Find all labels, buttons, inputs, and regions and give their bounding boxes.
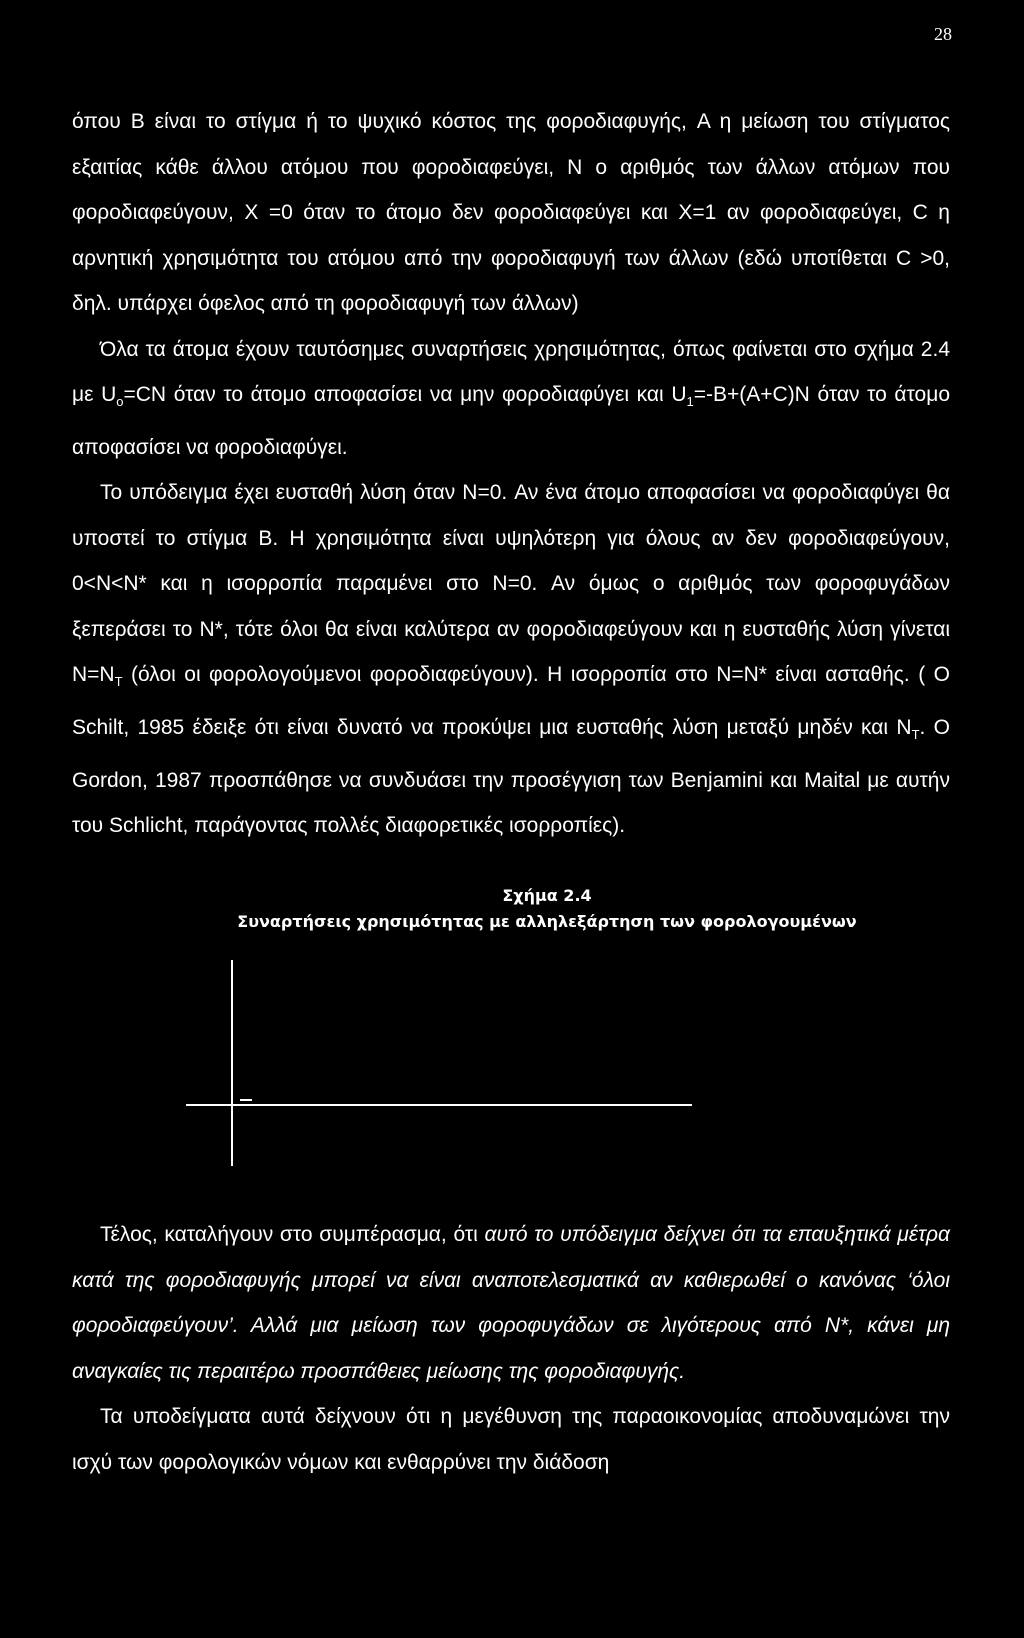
paragraph-conclusion: Τέλος, καταλήγουν στο συμπέρασμα, ότι αυτό το υπόδειγμα δείχνει ότι τα επαυξητικά μέτρα κατά της φοροδιαφυγής μπορεί να είναι αναποτελεσματικά αν καθιερωθεί ο κανόνας ‘όλοι φοροδιαφεύγουν’. Αλλά μια μείωση των φοροφυγάδων σε λιγότερους από N*, κάνει μη αναγκαίες τις περαιτέρω προσπάθειες μείωσης της φοροδιαφυγής. — [72, 1223, 950, 1383]
paragraph-utility-functions: Όλα τα άτομα έχουν ταυτόσημες συναρτήσεις χρησιμότητας, όπως φαίνεται στο σχήμα 2.4 με $U_o=CN$ όταν το άτομο αποφασίσει να μην φοροδιαφύγει και $U_1=-B+(A+C)N$ όταν το άτομο αποφασίσει να φοροδιαφύγει. — [72, 337, 950, 459]
figure-number: Σχήμα 2.4 — [502, 886, 592, 905]
main-text-bottom — [72, 1212, 950, 1485]
paragraph-equilibrium: Το υπόδειγμα έχει ευσταθή λύση όταν N=0. Αν ένα άτομο αποφασίσει να φοροδιαφύγει θα υποστεί το στίγμα B. Η χρησιμότητα είναι υψηλότερη για όλους αν δεν φοροδιαφεύγουν, 0<N<N* και η ισορροπία παραμένει στο N=0. Αν όμως ο αριθμός των φοροφυγάδων ξεπεράσει το N*, τότε όλοι θα είναι καλύτερα αν φοροδιαφεύγουν και η ευσταθής λύση γίνεται $N=N_T$ (όλοι οι φορολογούμενοι φοροδιαφεύγουν). Η ισορροπία στο N=N* είναι ασταθής. ( O Schilt, 1985 έδειξε ότι είναι δυνατό να προκύψει μια ευσταθής λύση μεταξύ μηδέν και $N_T$. O Gordon, 1987 προσπάθησε να συνδυάσει την προσέγγιση των Benjamini και Maital με αυτήν του Schlicht, παράγοντας πολλές διαφορετικές ισορροπίες). — [72, 481, 950, 838]
paragraph-shadow-economy: Τα υποδείγματα αυτά δείχνουν ότι η μεγέθυνση της παραοικονομίας αποδυναμώνει την ισχύ των φορολογικών νόμων και ενθαρρύνει την διάδοση — [72, 1405, 950, 1474]
paragraph-definitions: όπου B είναι το στίγμα ή το ψυχικό κόστος της φοροδιαφυγής, A η μείωση του στίγματος εξαιτίας κάθε άλλου ατόμου που φοροδιαφεύγει, N ο αριθμός των άλλων ατόμων που φοροδιαφεύγουν, X =0 όταν το άτομο δεν φοροδιαφεύγει και X=1 αν φοροδιαφεύγει, C η αρνητική χρησιμότητα του ατόμου από την φοροδιαφυγή των άλλων (εδώ υποτίθεται C >0, δηλ. υπάρχει όφελος από τη φοροδιαφυγή των άλλων) — [72, 110, 950, 315]
figure-title: Συναρτήσεις χρησιμότητας με αλληλεξάρτηση των φορολογουμένων — [237, 912, 857, 931]
page-number: 28 — [934, 24, 952, 44]
